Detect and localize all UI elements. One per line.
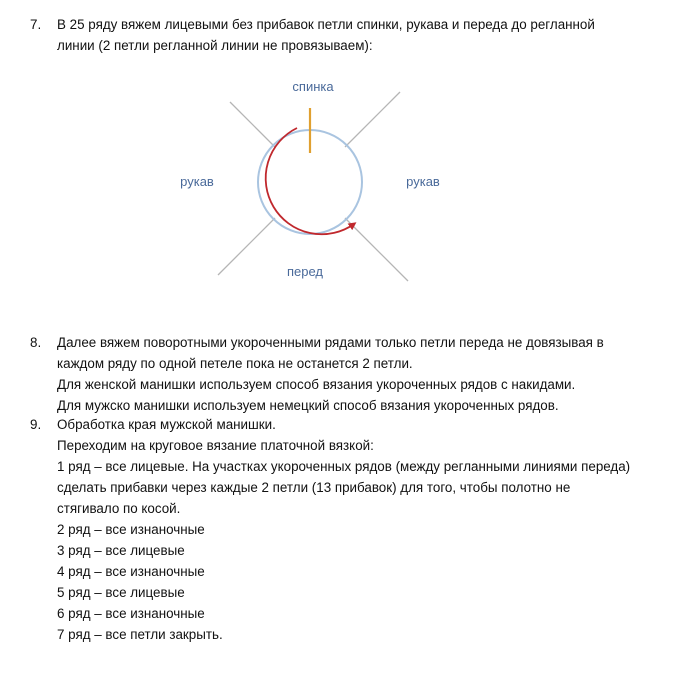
step-9-number: 9. (30, 417, 42, 432)
step-9-line-8: 4 ряд – все изнаночные (57, 564, 205, 579)
step-7-line-1: В 25 ряду вяжем лицевыми без прибавок петли спинки, рукава и переда до регланной (57, 17, 595, 32)
label-back: спинка (292, 79, 334, 94)
raglan-line-top-right (345, 92, 400, 147)
step-8-line-1: Далее вяжем поворотными укороченными рядами только петли переда не довязывая в (57, 335, 604, 350)
step-9-line-6: 2 ряд – все изнаночные (57, 522, 205, 537)
step-7-number: 7. (30, 17, 42, 32)
step-8-line-4: Для мужско манишки используем немецкий способ вязания укороченных рядов. (57, 398, 559, 413)
step-9-line-3: 1 ряд – все лицевые. На участках укороченных рядов (между регланными линиями переда) (57, 459, 631, 474)
step-9-line-2: Переходим на круговое вязание платочной вязкой: (57, 438, 374, 453)
step-9-line-11: 7 ряд – все петли закрыть. (57, 627, 223, 642)
raglan-line-bottom-left (218, 218, 275, 275)
raglan-line-bottom-right (345, 218, 408, 281)
step-8-line-3: Для женской манишки используем способ вязания укороченных рядов с накидами. (57, 377, 576, 392)
step-7-line-2: линии (2 петли регланной линии не провязываем): (57, 38, 373, 53)
raglan-diagram (160, 70, 460, 290)
step-8-number: 8. (30, 335, 42, 350)
label-front: перед (286, 264, 324, 279)
label-sleeve-left: рукав (180, 174, 214, 189)
label-sleeve-right: рукав (406, 174, 440, 189)
step-8-line-2: каждом ряду по одной петеле пока не останется 2 петли. (57, 356, 413, 371)
step-9-line-10: 6 ряд – все изнаночные (57, 606, 205, 621)
raglan-line-top-left (230, 102, 275, 147)
step-9-line-5: стягивало по косой. (57, 501, 181, 516)
step-9-line-9: 5 ряд – все лицевые (57, 585, 185, 600)
step-9-line-7: 3 ряд – все лицевые (57, 543, 185, 558)
step-9-line-1: Обработка края мужской манишки. (57, 417, 276, 432)
step-9-line-4: сделать прибавки через каждые 2 петли (13 прибавок) для того, чтобы полотно не (57, 480, 571, 495)
